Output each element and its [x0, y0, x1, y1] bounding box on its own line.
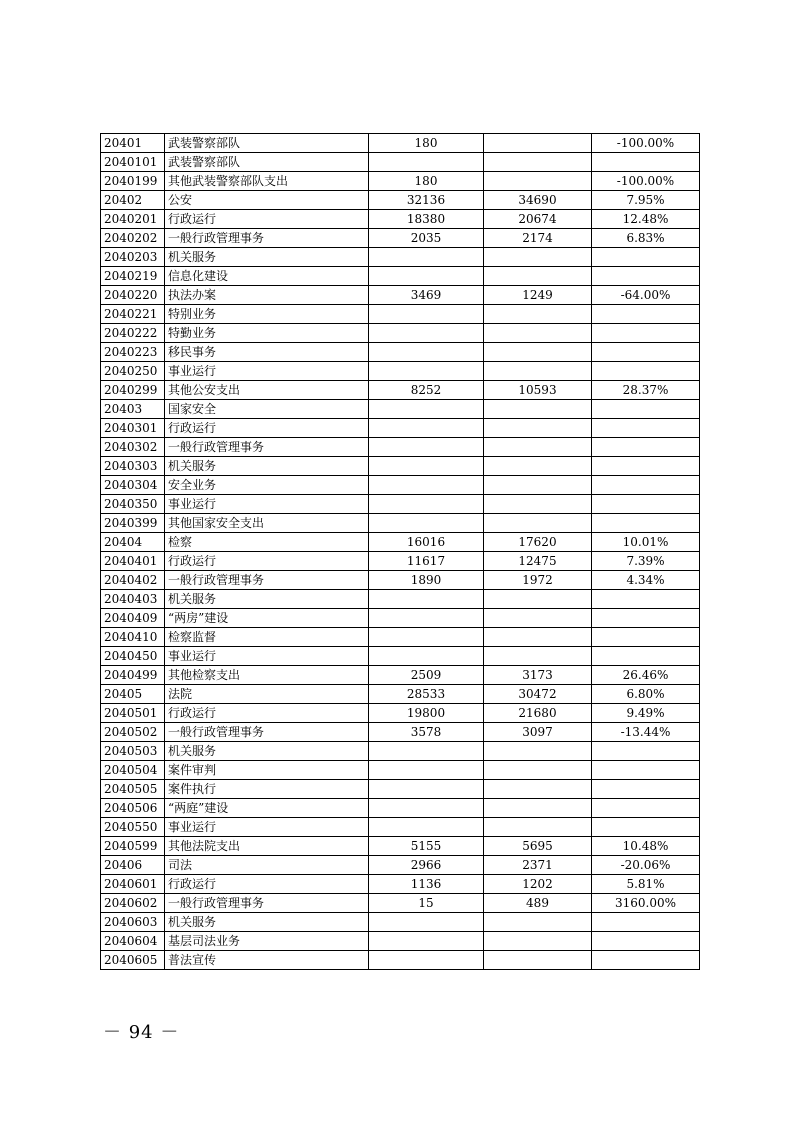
- value-curr-cell: [484, 438, 592, 457]
- code-cell: 2040401: [101, 552, 165, 571]
- value-curr-cell: [484, 400, 592, 419]
- value-prev-cell: 19800: [369, 704, 484, 723]
- value-prev-cell: [369, 647, 484, 666]
- code-cell: 2040303: [101, 457, 165, 476]
- change-pct-cell: [592, 818, 700, 837]
- value-curr-cell: [484, 457, 592, 476]
- change-pct-cell: [592, 932, 700, 951]
- code-cell: 2040220: [101, 286, 165, 305]
- name-cell: 公安: [165, 191, 369, 210]
- name-cell: 执法办案: [165, 286, 369, 305]
- value-curr-cell: [484, 780, 592, 799]
- table-row: [101, 799, 700, 818]
- code-cell: 2040203: [101, 248, 165, 267]
- table-row: [101, 286, 700, 305]
- table-row: [101, 951, 700, 970]
- change-pct-cell: [592, 742, 700, 761]
- value-curr-cell: 489: [484, 894, 592, 913]
- value-prev-cell: 180: [369, 172, 484, 191]
- code-cell: 20402: [101, 191, 165, 210]
- code-cell: 2040299: [101, 381, 165, 400]
- code-cell: 2040504: [101, 761, 165, 780]
- value-curr-cell: 30472: [484, 685, 592, 704]
- budget-table: [100, 133, 700, 970]
- value-curr-cell: [484, 495, 592, 514]
- change-pct-cell: 12.48%: [592, 210, 700, 229]
- name-cell: 机关服务: [165, 913, 369, 932]
- value-prev-cell: 2509: [369, 666, 484, 685]
- name-cell: 一般行政管理事务: [165, 723, 369, 742]
- name-cell: 信息化建设: [165, 267, 369, 286]
- value-prev-cell: [369, 248, 484, 267]
- value-curr-cell: [484, 134, 592, 153]
- value-curr-cell: 1972: [484, 571, 592, 590]
- table-row: [101, 457, 700, 476]
- value-curr-cell: [484, 609, 592, 628]
- value-curr-cell: [484, 324, 592, 343]
- name-cell: 特勤业务: [165, 324, 369, 343]
- value-prev-cell: 11617: [369, 552, 484, 571]
- change-pct-cell: [592, 362, 700, 381]
- code-cell: 2040550: [101, 818, 165, 837]
- value-prev-cell: [369, 400, 484, 419]
- value-curr-cell: [484, 590, 592, 609]
- value-curr-cell: 20674: [484, 210, 592, 229]
- value-prev-cell: [369, 951, 484, 970]
- table-row: [101, 780, 700, 799]
- value-prev-cell: 28533: [369, 685, 484, 704]
- table-row: [101, 856, 700, 875]
- code-cell: 2040223: [101, 343, 165, 362]
- value-prev-cell: [369, 495, 484, 514]
- code-cell: 2040601: [101, 875, 165, 894]
- table-row: [101, 267, 700, 286]
- change-pct-cell: [592, 153, 700, 172]
- change-pct-cell: -64.00%: [592, 286, 700, 305]
- table-row: [101, 419, 700, 438]
- name-cell: 其他检察支出: [165, 666, 369, 685]
- change-pct-cell: [592, 419, 700, 438]
- name-cell: 普法宣传: [165, 951, 369, 970]
- value-curr-cell: 21680: [484, 704, 592, 723]
- value-curr-cell: [484, 913, 592, 932]
- value-curr-cell: [484, 419, 592, 438]
- change-pct-cell: 26.46%: [592, 666, 700, 685]
- value-prev-cell: [369, 419, 484, 438]
- value-curr-cell: [484, 951, 592, 970]
- code-cell: 2040450: [101, 647, 165, 666]
- value-curr-cell: 34690: [484, 191, 592, 210]
- code-cell: 2040502: [101, 723, 165, 742]
- table-row: [101, 495, 700, 514]
- table-row: [101, 514, 700, 533]
- value-curr-cell: [484, 628, 592, 647]
- value-prev-cell: [369, 305, 484, 324]
- value-prev-cell: [369, 761, 484, 780]
- value-prev-cell: 180: [369, 134, 484, 153]
- value-prev-cell: 1136: [369, 875, 484, 894]
- value-prev-cell: 1890: [369, 571, 484, 590]
- table-row: [101, 324, 700, 343]
- change-pct-cell: [592, 609, 700, 628]
- value-curr-cell: [484, 932, 592, 951]
- table-row: [101, 894, 700, 913]
- name-cell: “两庭”建设: [165, 799, 369, 818]
- table-row: [101, 761, 700, 780]
- value-prev-cell: 16016: [369, 533, 484, 552]
- name-cell: 事业运行: [165, 818, 369, 837]
- page-number: － 94 －: [103, 1022, 180, 1043]
- table-row: [101, 666, 700, 685]
- code-cell: 2040603: [101, 913, 165, 932]
- name-cell: 移民事务: [165, 343, 369, 362]
- code-cell: 2040402: [101, 571, 165, 590]
- code-cell: 20404: [101, 533, 165, 552]
- value-curr-cell: 17620: [484, 533, 592, 552]
- name-cell: 其他武装警察部队支出: [165, 172, 369, 191]
- table-row: [101, 248, 700, 267]
- name-cell: 一般行政管理事务: [165, 438, 369, 457]
- name-cell: 检察: [165, 533, 369, 552]
- change-pct-cell: -13.44%: [592, 723, 700, 742]
- value-curr-cell: [484, 172, 592, 191]
- name-cell: 武装警察部队: [165, 134, 369, 153]
- value-curr-cell: 1249: [484, 286, 592, 305]
- code-cell: 2040503: [101, 742, 165, 761]
- name-cell: 事业运行: [165, 495, 369, 514]
- name-cell: 一般行政管理事务: [165, 894, 369, 913]
- name-cell: 行政运行: [165, 875, 369, 894]
- table-row: [101, 647, 700, 666]
- value-prev-cell: 15: [369, 894, 484, 913]
- table-row: [101, 305, 700, 324]
- change-pct-cell: 5.81%: [592, 875, 700, 894]
- change-pct-cell: [592, 324, 700, 343]
- name-cell: 机关服务: [165, 590, 369, 609]
- code-cell: 2040199: [101, 172, 165, 191]
- value-curr-cell: [484, 818, 592, 837]
- table-row: [101, 875, 700, 894]
- change-pct-cell: 28.37%: [592, 381, 700, 400]
- value-curr-cell: [484, 267, 592, 286]
- name-cell: 案件执行: [165, 780, 369, 799]
- name-cell: 一般行政管理事务: [165, 571, 369, 590]
- change-pct-cell: [592, 780, 700, 799]
- change-pct-cell: [592, 248, 700, 267]
- table-row: [101, 191, 700, 210]
- name-cell: 机关服务: [165, 457, 369, 476]
- change-pct-cell: [592, 590, 700, 609]
- table-row: [101, 913, 700, 932]
- code-cell: 2040221: [101, 305, 165, 324]
- value-curr-cell: 3173: [484, 666, 592, 685]
- value-prev-cell: [369, 362, 484, 381]
- code-cell: 2040602: [101, 894, 165, 913]
- table-row: [101, 229, 700, 248]
- change-pct-cell: [592, 514, 700, 533]
- table-row: [101, 628, 700, 647]
- table-row: [101, 837, 700, 856]
- change-pct-cell: -100.00%: [592, 134, 700, 153]
- code-cell: 2040399: [101, 514, 165, 533]
- table-row: [101, 134, 700, 153]
- change-pct-cell: 7.39%: [592, 552, 700, 571]
- table-row: [101, 153, 700, 172]
- table-row: [101, 590, 700, 609]
- table-row: [101, 343, 700, 362]
- value-prev-cell: 2035: [369, 229, 484, 248]
- change-pct-cell: 9.49%: [592, 704, 700, 723]
- name-cell: 基层司法业务: [165, 932, 369, 951]
- value-prev-cell: [369, 438, 484, 457]
- name-cell: 国家安全: [165, 400, 369, 419]
- value-curr-cell: 1202: [484, 875, 592, 894]
- code-cell: 2040101: [101, 153, 165, 172]
- value-curr-cell: 2371: [484, 856, 592, 875]
- value-prev-cell: [369, 742, 484, 761]
- value-curr-cell: [484, 647, 592, 666]
- table-row: [101, 400, 700, 419]
- value-prev-cell: [369, 818, 484, 837]
- name-cell: 司法: [165, 856, 369, 875]
- table-row: [101, 685, 700, 704]
- code-cell: 2040301: [101, 419, 165, 438]
- change-pct-cell: [592, 400, 700, 419]
- value-curr-cell: 12475: [484, 552, 592, 571]
- change-pct-cell: [592, 761, 700, 780]
- name-cell: 其他公安支出: [165, 381, 369, 400]
- code-cell: 20403: [101, 400, 165, 419]
- change-pct-cell: [592, 495, 700, 514]
- value-curr-cell: [484, 514, 592, 533]
- code-cell: 2040202: [101, 229, 165, 248]
- code-cell: 2040304: [101, 476, 165, 495]
- table-row: [101, 172, 700, 191]
- budget-table-body: [101, 134, 700, 970]
- value-curr-cell: 5695: [484, 837, 592, 856]
- table-row: [101, 476, 700, 495]
- value-curr-cell: [484, 476, 592, 495]
- value-prev-cell: [369, 514, 484, 533]
- change-pct-cell: [592, 799, 700, 818]
- value-prev-cell: 8252: [369, 381, 484, 400]
- value-prev-cell: 3469: [369, 286, 484, 305]
- value-prev-cell: [369, 153, 484, 172]
- code-cell: 2040302: [101, 438, 165, 457]
- name-cell: 行政运行: [165, 704, 369, 723]
- change-pct-cell: [592, 343, 700, 362]
- value-prev-cell: 2966: [369, 856, 484, 875]
- value-prev-cell: [369, 476, 484, 495]
- value-curr-cell: [484, 248, 592, 267]
- name-cell: 事业运行: [165, 647, 369, 666]
- value-prev-cell: [369, 590, 484, 609]
- value-curr-cell: [484, 343, 592, 362]
- table-row: [101, 609, 700, 628]
- name-cell: 检察监督: [165, 628, 369, 647]
- change-pct-cell: [592, 913, 700, 932]
- change-pct-cell: 4.34%: [592, 571, 700, 590]
- value-prev-cell: 18380: [369, 210, 484, 229]
- change-pct-cell: -100.00%: [592, 172, 700, 191]
- change-pct-cell: 10.01%: [592, 533, 700, 552]
- code-cell: 2040403: [101, 590, 165, 609]
- value-prev-cell: [369, 932, 484, 951]
- value-prev-cell: 5155: [369, 837, 484, 856]
- value-curr-cell: [484, 761, 592, 780]
- value-prev-cell: [369, 799, 484, 818]
- code-cell: 2040219: [101, 267, 165, 286]
- code-cell: 2040410: [101, 628, 165, 647]
- value-prev-cell: 3578: [369, 723, 484, 742]
- change-pct-cell: 6.83%: [592, 229, 700, 248]
- name-cell: 事业运行: [165, 362, 369, 381]
- value-curr-cell: [484, 742, 592, 761]
- name-cell: 其他国家安全支出: [165, 514, 369, 533]
- name-cell: 行政运行: [165, 552, 369, 571]
- table-row: [101, 381, 700, 400]
- name-cell: 法院: [165, 685, 369, 704]
- name-cell: 武装警察部队: [165, 153, 369, 172]
- name-cell: 安全业务: [165, 476, 369, 495]
- change-pct-cell: [592, 628, 700, 647]
- code-cell: 2040505: [101, 780, 165, 799]
- table-row: [101, 571, 700, 590]
- code-cell: 2040250: [101, 362, 165, 381]
- code-cell: 20406: [101, 856, 165, 875]
- change-pct-cell: 7.95%: [592, 191, 700, 210]
- code-cell: 2040506: [101, 799, 165, 818]
- value-curr-cell: [484, 362, 592, 381]
- change-pct-cell: [592, 457, 700, 476]
- name-cell: 行政运行: [165, 210, 369, 229]
- code-cell: 2040222: [101, 324, 165, 343]
- name-cell: 机关服务: [165, 742, 369, 761]
- code-cell: 2040501: [101, 704, 165, 723]
- change-pct-cell: [592, 647, 700, 666]
- table-row: [101, 552, 700, 571]
- value-curr-cell: [484, 153, 592, 172]
- name-cell: 特别业务: [165, 305, 369, 324]
- change-pct-cell: 3160.00%: [592, 894, 700, 913]
- value-prev-cell: 32136: [369, 191, 484, 210]
- change-pct-cell: -20.06%: [592, 856, 700, 875]
- value-curr-cell: [484, 799, 592, 818]
- code-cell: 2040201: [101, 210, 165, 229]
- table-row: [101, 723, 700, 742]
- value-prev-cell: [369, 913, 484, 932]
- change-pct-cell: [592, 476, 700, 495]
- value-prev-cell: [369, 343, 484, 362]
- table-row: [101, 362, 700, 381]
- code-cell: 2040604: [101, 932, 165, 951]
- table-row: [101, 210, 700, 229]
- value-curr-cell: 10593: [484, 381, 592, 400]
- value-prev-cell: [369, 609, 484, 628]
- change-pct-cell: 10.48%: [592, 837, 700, 856]
- table-row: [101, 438, 700, 457]
- name-cell: 案件审判: [165, 761, 369, 780]
- name-cell: 机关服务: [165, 248, 369, 267]
- change-pct-cell: 6.80%: [592, 685, 700, 704]
- table-row: [101, 704, 700, 723]
- change-pct-cell: [592, 305, 700, 324]
- table-row: [101, 533, 700, 552]
- code-cell: 2040409: [101, 609, 165, 628]
- change-pct-cell: [592, 267, 700, 286]
- value-prev-cell: [369, 267, 484, 286]
- name-cell: 其他法院支出: [165, 837, 369, 856]
- code-cell: 20405: [101, 685, 165, 704]
- name-cell: 一般行政管理事务: [165, 229, 369, 248]
- value-curr-cell: 2174: [484, 229, 592, 248]
- value-curr-cell: 3097: [484, 723, 592, 742]
- change-pct-cell: [592, 951, 700, 970]
- value-prev-cell: [369, 780, 484, 799]
- change-pct-cell: [592, 438, 700, 457]
- code-cell: 2040599: [101, 837, 165, 856]
- table-row: [101, 932, 700, 951]
- code-cell: 2040350: [101, 495, 165, 514]
- table-row: [101, 818, 700, 837]
- value-prev-cell: [369, 324, 484, 343]
- value-prev-cell: [369, 628, 484, 647]
- name-cell: “两房”建设: [165, 609, 369, 628]
- table-row: [101, 742, 700, 761]
- value-prev-cell: [369, 457, 484, 476]
- code-cell: 2040605: [101, 951, 165, 970]
- code-cell: 2040499: [101, 666, 165, 685]
- code-cell: 20401: [101, 134, 165, 153]
- name-cell: 行政运行: [165, 419, 369, 438]
- value-curr-cell: [484, 305, 592, 324]
